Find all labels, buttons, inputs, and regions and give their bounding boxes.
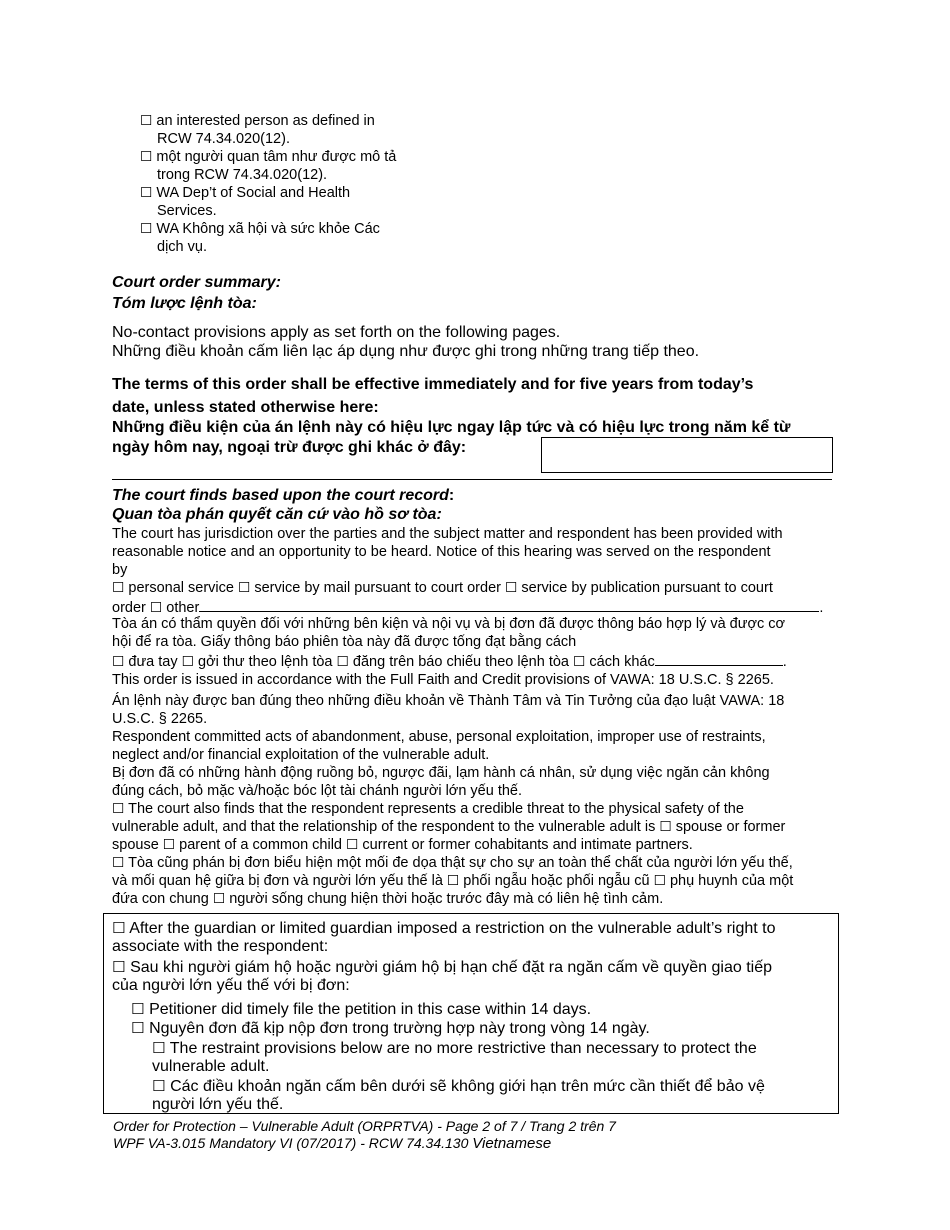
checkbox-icon[interactable]: ☐ (505, 580, 518, 596)
footer-form-id: WPF VA-3.015 Mandatory VI (07/2017) - RCW 74.34.130 Vietnamese (113, 1135, 552, 1152)
jurisdiction-text-2: reasonable notice and an opportunity to be heard. Notice of this hearing was served on the respondent (112, 544, 771, 560)
jurisdiction-text-vi: Tòa án có thẩm quyền đối với những bên kiện và nội vụ và bị đơn đã được thông báo hợp lý và được cơ (112, 616, 786, 632)
dshs-text-vi: dịch vụ. (157, 239, 207, 255)
service-other-field-vi[interactable] (655, 651, 783, 666)
jurisdiction-text-vi-2: hội để ra tòa. Giấy thông báo phiên tòa này đã được tống đạt bằng cách (112, 634, 577, 650)
vawa-text: This order is issued in accordance with the Full Faith and Credit provisions of VAWA: 18 U.S.C. § 2265. (112, 672, 774, 688)
checkbox-icon[interactable]: ☐ (346, 837, 359, 853)
checkbox-icon[interactable]: ☐ (653, 873, 666, 889)
restraint-option-vi: ☐ Các điều khoản ngăn cấm bên dưới sẽ không giới hạn trên mức cần thiết để bảo vệ (152, 1077, 765, 1095)
checkbox-icon[interactable]: ☐ (237, 580, 251, 596)
dshs-option: ☐ WA Dep’t of Social and Health (140, 185, 351, 201)
service-other-field[interactable] (199, 597, 819, 612)
checkbox-icon[interactable]: ☐ (112, 919, 126, 937)
threat-option-vi: ☐ Tòa cũng phán bị đơn biểu hiện một mối đe dọa thật sự cho sự an toàn thể chất của người lớn yếu thế, (112, 855, 793, 871)
checkbox-icon[interactable]: ☐ (162, 837, 176, 853)
terms-text-vi-2: ngày hôm nay, ngoại trừ được ghi khác ở đây: (112, 439, 467, 456)
checkbox-icon[interactable]: ☐ (131, 1019, 145, 1037)
vawa-text-vi: Án lệnh này được ban đúng theo những điều khoản về Thành Tâm và Tin Tưởng của đạo luật VAWA: 18 (112, 693, 785, 709)
checkbox-icon[interactable]: ☐ (112, 801, 125, 817)
checkbox-icon[interactable]: ☐ (140, 185, 153, 201)
summary-heading-vi: Tóm lược lệnh tòa: (112, 295, 257, 312)
terms-text-2: date, unless stated otherwise here: (112, 399, 379, 416)
acts-text-vi: Bị đơn đã có những hành động ruồng bỏ, ngược đãi, lạm hành cá nhân, sử dụng việc ngăn cản không (112, 765, 770, 781)
findings-heading-vi: Quan tòa phán quyết căn cứ vào hồ sơ tòa: (112, 506, 442, 523)
interested-person-text-vi: trong RCW 74.34.020(12). (157, 167, 328, 183)
restraint-option: ☐ The restraint provisions below are no more restrictive than necessary to protect the (152, 1039, 757, 1057)
checkbox-icon[interactable]: ☐ (131, 1000, 145, 1018)
interested-person-text: RCW 74.34.020(12). (157, 131, 290, 147)
restraint-text: vulnerable adult. (152, 1058, 270, 1075)
threat-relationship: vulnerable adult, and that the relationship of the respondent to the vulnerable adult is ☐ spouse or former (112, 819, 786, 835)
no-contact-text-vi: Những điều khoản cấm liên lạc áp dụng như được ghi trong những trang tiếp theo. (112, 343, 700, 360)
interested-person-option: ☐ an interested person as defined in (140, 113, 375, 129)
threat-option: ☐ The court also finds that the respondent represents a credible threat to the physical safety of the (112, 801, 744, 817)
terms-text: The terms of this order shall be effective immediately and for five years from today’s (112, 376, 754, 393)
checkbox-icon[interactable]: ☐ (112, 958, 126, 976)
restraint-text-vi: người lớn yếu thế. (152, 1096, 284, 1113)
footer-title: Order for Protection – Vulnerable Adult (ORPRTVA) - Page 2 of 7 / Trang 2 trên 7 (113, 1118, 616, 1134)
checkbox-icon[interactable]: ☐ (140, 113, 153, 129)
checkbox-icon[interactable]: ☐ (659, 819, 672, 835)
acts-text: Respondent committed acts of abandonment, abuse, personal exploitation, improper use of restraints, (112, 729, 766, 745)
threat-relationship-vi: và mối quan hệ giữa bị đơn và người lớn yếu thế là ☐ phối ngẫu hoặc phối ngẫu cũ ☐ phụ huynh của một (112, 873, 794, 889)
service-other-option: order ☐ other . (112, 597, 823, 617)
checkbox-icon[interactable]: ☐ (336, 654, 349, 670)
checkbox-icon[interactable]: ☐ (212, 891, 226, 907)
checkbox-icon[interactable]: ☐ (112, 654, 125, 670)
findings-heading: The court finds based upon the court record: (112, 487, 455, 504)
checkbox-icon[interactable]: ☐ (152, 1077, 166, 1095)
timely-filed-option-vi: ☐ Nguyên đơn đã kịp nộp đơn trong trường hợp này trong vòng 14 ngày. (131, 1019, 650, 1037)
threat-relationship-vi-2: đứa con chung ☐ người sống chung hiện thời hoặc trước đây mà có liên hệ tình cảm. (112, 891, 664, 907)
section-divider (112, 479, 832, 480)
jurisdiction-text: The court has jurisdiction over the parties and the subject matter and respondent has been provided with (112, 526, 783, 542)
checkbox-icon[interactable]: ☐ (112, 580, 125, 596)
checkbox-icon[interactable]: ☐ (140, 221, 153, 237)
threat-relationship-2: spouse ☐ parent of a common child ☐ current or former cohabitants and intimate partners. (112, 837, 693, 853)
service-method-options-vi: ☐ đưa tay ☐ gởi thư theo lệnh tòa ☐ đăng trên báo chiếu theo lệnh tòa ☐ cách khác . (112, 651, 787, 671)
terms-expiration-field[interactable] (541, 437, 833, 473)
interested-person-option-vi: ☐ một người quan tâm như được mô tả (140, 149, 397, 165)
checkbox-icon[interactable]: ☐ (152, 1039, 166, 1057)
timely-filed-option: ☐ Petitioner did timely file the petition in this case within 14 days. (131, 1000, 592, 1018)
terms-text-vi: Những điều kiện của án lệnh này có hiệu lực ngay lập tức và có hiệu lực trong năm kể từ (112, 419, 791, 436)
checkbox-icon[interactable]: ☐ (446, 873, 460, 889)
checkbox-icon[interactable]: ☐ (181, 654, 194, 670)
service-method-options: ☐ personal service ☐ service by mail pursuant to court order ☐ service by publication pursuant to court (112, 580, 773, 596)
checkbox-icon[interactable]: ☐ (112, 855, 125, 871)
acts-text-2: neglect and/or financial exploitation of the vulnerable adult. (112, 747, 490, 763)
summary-heading: Court order summary: (112, 274, 281, 291)
jurisdiction-text-3: by (112, 562, 128, 578)
guardian-option-vi: ☐ Sau khi người giám hộ hoặc người giám hộ bị hạn chế đặt ra ngăn cấm về quyền giao tiếp (112, 958, 772, 976)
guardian-text-vi: của người lớn yếu thế với bị đơn: (112, 977, 350, 994)
no-contact-text: No-contact provisions apply as set forth on the following pages. (112, 324, 561, 341)
dshs-text: Services. (157, 203, 217, 219)
checkbox-icon[interactable]: ☐ (140, 149, 153, 165)
acts-text-vi-2: đúng cách, bỏ mặc và/hoặc bóc lột tài chánh người lớn yếu thế. (112, 783, 523, 799)
guardian-text: associate with the respondent: (112, 938, 329, 955)
checkbox-icon[interactable]: ☐ (149, 600, 163, 616)
checkbox-icon[interactable]: ☐ (573, 654, 586, 670)
dshs-option-vi: ☐ WA Không xã hội và sức khỏe Các (140, 221, 380, 237)
guardian-option: ☐ After the guardian or limited guardian imposed a restriction on the vulnerable adult’s right to (112, 919, 776, 937)
vawa-text-vi-2: U.S.C. § 2265. (112, 711, 208, 727)
